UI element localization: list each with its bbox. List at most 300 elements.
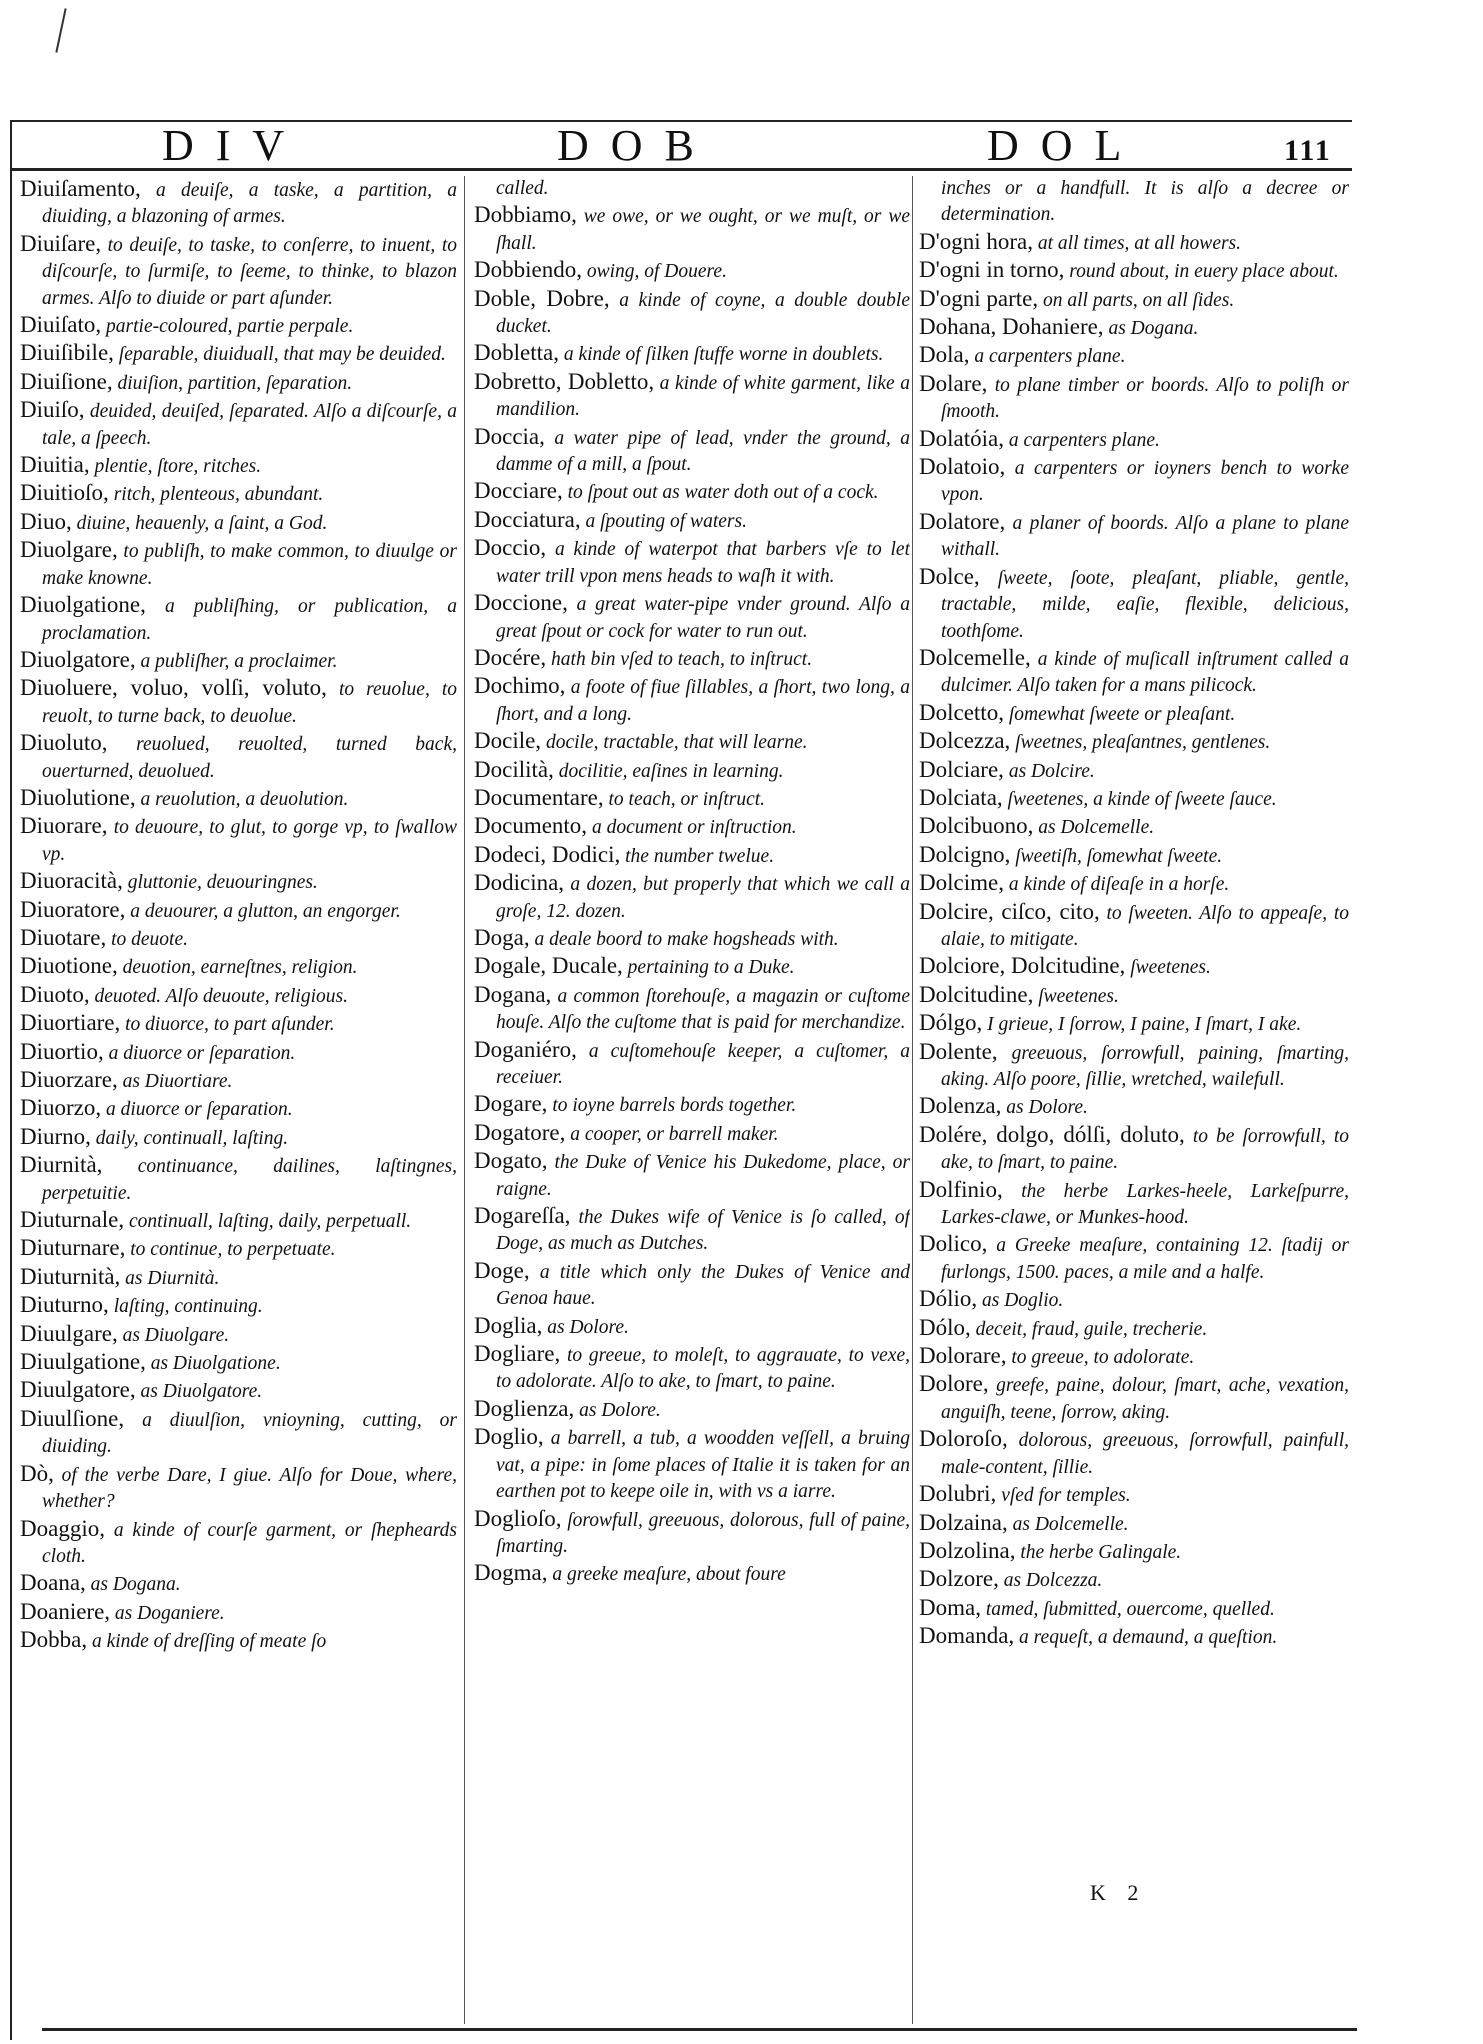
entry-definition: at all times, at all howers. [1033, 232, 1242, 254]
entry-headword: Diuolgatore, [20, 646, 136, 672]
entry-definition: diuiſion, partition, ſeparation. [112, 372, 353, 394]
entry-headword: Diuiſo, [20, 397, 85, 423]
dictionary-entry [20, 647, 457, 675]
dictionary-entry [919, 870, 1349, 898]
dictionary-entry [919, 1231, 1349, 1286]
bottom-rule [42, 2028, 1357, 2031]
entry-definition: gluttonie, deuouringnes. [122, 872, 318, 894]
entry-definition: greefe, paine, dolour, ſmart, ache, vexation, anguiſh, teene, ſorrow, aking. [941, 1375, 1349, 1423]
dictionary-entry [919, 1122, 1349, 1177]
dictionary-entry [919, 1538, 1349, 1566]
dictionary-entry [474, 870, 910, 925]
entry-definition: ſweete, ſoote, pleaſant, pliable, gentle, tractable, milde, eaſie, flexible, delicious, toothſome. [941, 567, 1349, 642]
dictionary-entry [20, 1067, 457, 1095]
entry-definition: ſeparable, diuiduall, that may be deuided. [113, 344, 446, 366]
dictionary-entry [474, 424, 910, 479]
entry-headword: Dolcitudine, [919, 981, 1034, 1007]
dictionary-entry [919, 757, 1349, 785]
entry-headword: Diuulgatione, [20, 1349, 146, 1375]
dictionary-entry [20, 1124, 457, 1152]
dictionary-entry [919, 1093, 1349, 1121]
dictionary-entry [20, 1207, 457, 1235]
entry-headword: D'ogni hora, [919, 228, 1034, 254]
entry-headword: Diuolgatione, [20, 592, 146, 618]
entry-definition: a diuulſion, vnioyning, cutting, or diuiding. [42, 1409, 457, 1458]
dictionary-entry [919, 842, 1349, 870]
entry-definition: vſed for temples. [996, 1485, 1131, 1507]
entry-headword: Diuo, [20, 508, 72, 534]
entry-definition: a planer of boords. Alſo a plane to plane withall. [941, 512, 1349, 561]
entry-definition: ſomewhat ſweete or pleaſant. [1003, 703, 1236, 725]
entry-headword: Dolcetto, [919, 699, 1004, 725]
entry-headword: Dolore, [919, 1371, 989, 1397]
dictionary-entry [474, 202, 910, 257]
dictionary-page [10, 120, 1352, 2040]
entry-definition: to greeue, to moleſt, to aggrauate, to vexe, to adolorate. Alſo to ake, to ſmart, to paine. [496, 1345, 910, 1393]
entry-definition: to deuiſe, to taske, to conſerre, to inuent, to diſcourſe, to ſurmiſe, to ſeeme, to thinke, to blazon armes. Alſo to diuide or part aſunder. [42, 234, 457, 309]
entry-definition: to diuorce, to part aſunder. [120, 1014, 335, 1036]
dictionary-entry [919, 1510, 1349, 1538]
entry-definition: as Diuolgatore. [135, 1381, 263, 1403]
entry-definition: laſting, continuing. [108, 1296, 263, 1318]
entry-headword: Dolzore, [919, 1566, 999, 1592]
entry-definition: as Dolore. [574, 1399, 661, 1421]
entry-headword: Diuturnità, [20, 1263, 121, 1289]
entry-headword: Doganiéro, [474, 1036, 577, 1062]
dictionary-entry [919, 982, 1349, 1010]
entry-headword: Diuiſibile, [20, 340, 114, 366]
entry-headword: Diuorzo, [20, 1095, 102, 1121]
entry-definition: to publiſh, to make common, to diuulge or make knowne. [42, 541, 457, 589]
entry-definition: called. [496, 178, 549, 199]
entry-definition: a document or inſtruction. [587, 817, 797, 839]
dictionary-entry [474, 340, 910, 368]
entry-headword: Diuulſione, [20, 1405, 125, 1431]
entry-definition: as Doglio. [977, 1290, 1064, 1312]
dictionary-entry [919, 899, 1349, 954]
entry-headword: Diuiſamento, [20, 176, 141, 201]
column-divider [464, 176, 465, 2024]
entry-headword: Docciare, [474, 478, 563, 504]
entry-headword: Doglio, [474, 1424, 544, 1450]
dictionary-entry [474, 982, 910, 1037]
entry-headword: Diuolutione, [20, 784, 136, 810]
entry-headword: D'ogni parte, [919, 285, 1039, 311]
dictionary-entry [474, 842, 910, 870]
dictionary-entry [919, 813, 1349, 841]
entry-definition: a kinde of coyne, a double double ducket. [496, 289, 910, 338]
entry-definition: as Dogana. [85, 1574, 181, 1596]
column-divider [912, 176, 913, 2024]
entry-definition: the herbe Larkes-heele, Larkeſpurre, Larkes-clawe, or Munkes-hood. [941, 1180, 1349, 1229]
dictionary-entry [919, 700, 1349, 728]
entry-definition: to deuoure, to glut, to gorge vp, to ſwallow vp. [42, 817, 457, 865]
dictionary-entry [919, 564, 1349, 645]
dictionary-entry [20, 1627, 457, 1655]
entry-headword: Dochimo, [474, 673, 566, 699]
dictionary-entry [474, 1120, 910, 1148]
dictionary-entry [20, 1235, 457, 1263]
dictionary-entry [919, 785, 1349, 813]
entry-definition: to deuote. [106, 928, 188, 950]
entry-headword: Doge, [474, 1257, 530, 1283]
dictionary-entry [919, 1177, 1349, 1232]
dictionary-entry [919, 371, 1349, 426]
dictionary-entry [919, 1595, 1349, 1623]
dictionary-entry [20, 1321, 457, 1349]
dictionary-entry [20, 480, 457, 508]
entry-headword: Doga, [474, 924, 530, 950]
entry-definition: continuance, dailines, laſtingnes, perpetuitie. [42, 1156, 457, 1204]
entry-headword: Diuoluere, voluo, volſi, voluto, [20, 675, 327, 701]
dictionary-entry [474, 728, 910, 756]
dictionary-entry [20, 1039, 457, 1067]
entry-definition: as Dolcemelle. [1007, 1513, 1129, 1535]
running-head-center: DOB [557, 121, 716, 170]
dictionary-entry [20, 675, 457, 730]
dictionary-entry [919, 314, 1349, 342]
entry-definition: a cooper, or barrell maker. [565, 1123, 779, 1145]
entry-headword: Doana, [20, 1570, 86, 1596]
dictionary-entry [20, 1406, 457, 1461]
entry-headword: Dolenza, [919, 1093, 1002, 1119]
dictionary-entry [20, 1461, 457, 1516]
dictionary-entry [20, 1570, 457, 1598]
entry-definition: a kinde of courſe garment, or ſhepheards cloth. [42, 1519, 457, 1567]
dictionary-entry [20, 1152, 457, 1207]
entry-definition: a kinde of waterpot that barbers vſe to let water trill vpon mens heads to waſh it with. [496, 539, 910, 587]
dictionary-entry [919, 1286, 1349, 1314]
entry-headword: Dolcibuono, [919, 813, 1034, 839]
entry-definition: inches or a handfull. It is alſo a decree or determination. [941, 178, 1349, 226]
entry-headword: Dogale, Ducale, [474, 953, 623, 979]
entry-definition: tamed, ſubmitted, ouercome, quelled. [980, 1598, 1275, 1620]
entry-definition: deuided, deuiſed, ſeparated. Alſo a diſcourſe, a tale, a ſpeech. [42, 401, 457, 449]
entry-headword: Docile, [474, 728, 542, 754]
entry-definition: diuine, heauenly, a ſaint, a God. [71, 512, 328, 534]
dictionary-entry [919, 176, 1349, 229]
entry-headword: Dolorare, [919, 1343, 1007, 1369]
entry-headword: Diuturnare, [20, 1235, 126, 1261]
entry-headword: Dola, [919, 342, 970, 368]
entry-definition: a reuolution, a deuolution. [135, 788, 349, 810]
entry-definition: a barrell, a tub, a woodden veſſell, a bruing vat, a pipe: in ſome places of Italie it is taken for an earthen pot to keepe oile in, with vs a iarre. [496, 1428, 910, 1503]
entry-headword: Dogliare, [474, 1341, 561, 1367]
entry-definition: as Dolcire. [1003, 760, 1095, 782]
entry-definition: ſweetenes. [1125, 957, 1211, 979]
dictionary-entry [20, 537, 457, 592]
entry-definition: hath bin vſed to teach, to inſtruct. [546, 648, 813, 670]
entry-definition: ſweetiſh, ſomewhat ſweete. [1010, 845, 1223, 867]
entry-definition: as Dolore. [1001, 1097, 1088, 1119]
entry-headword: Dolico, [919, 1231, 988, 1257]
dictionary-entry [20, 312, 457, 340]
dictionary-entry [919, 645, 1349, 700]
entry-definition: ſorowfull, greeuous, dolorous, full of paine, ſmarting. [496, 1509, 910, 1557]
dictionary-entry [20, 1095, 457, 1123]
entry-definition: deuoted. Alſo deuoute, religious. [89, 985, 348, 1007]
entry-headword: Documentare, [474, 784, 604, 810]
dictionary-entry [919, 509, 1349, 564]
entry-definition: deuotion, earneſtnes, religion. [117, 957, 358, 979]
entry-definition: a diuorce or ſeparation. [101, 1099, 293, 1121]
entry-definition: a deuiſe, a taske, a partition, a diuiding, a blazoning of armes. [42, 180, 457, 228]
entry-definition: to ſpout out as water doth out of a cock. [562, 482, 879, 504]
entry-headword: Diuorzare, [20, 1067, 118, 1092]
entry-definition: the number twelue. [620, 845, 775, 867]
dictionary-entry [919, 1481, 1349, 1509]
dictionary-entry [919, 1426, 1349, 1481]
entry-headword: Dolciore, Dolcitudine, [919, 953, 1126, 979]
entry-definition: as Diuolgare. [117, 1324, 230, 1346]
entry-headword: Dogma, [474, 1560, 548, 1586]
entry-headword: Documento, [474, 813, 588, 839]
dictionary-entry [20, 730, 457, 785]
entry-headword: Dobbiendo, [474, 257, 582, 283]
dictionary-entry [474, 1560, 910, 1588]
entry-headword: Doloroſo, [919, 1426, 1008, 1452]
entry-headword: Docciatura, [474, 506, 581, 532]
dictionary-entry [20, 1516, 457, 1571]
entry-definition: as Dolcezza. [998, 1570, 1103, 1592]
entry-headword: Dolcime, [919, 870, 1004, 896]
dictionary-entry [474, 1258, 910, 1313]
dictionary-entry [919, 454, 1349, 509]
dictionary-entry [919, 1010, 1349, 1038]
dictionary-entry [20, 982, 457, 1010]
column-right [919, 176, 1349, 2024]
dictionary-entry [474, 1506, 910, 1561]
dictionary-entry [919, 1343, 1349, 1371]
entry-definition: a dozen, but properly that which we call a groſe, 12. dozen. [496, 874, 910, 922]
entry-definition: as Dogana. [1103, 318, 1199, 340]
dictionary-entry [474, 1037, 910, 1092]
dictionary-entry [20, 785, 457, 813]
dictionary-entry [20, 231, 457, 312]
entry-definition: a great water-pipe vnder ground. Alſo a great ſpout or cock for water to run out. [496, 594, 910, 642]
running-head-left: DIV [162, 121, 307, 170]
entry-headword: Dobretto, Dobletto, [474, 368, 655, 394]
entry-definition: a deale boord to make hogsheads with. [529, 928, 839, 950]
entry-headword: Diuotione, [20, 953, 118, 979]
entry-headword: Docilità, [474, 756, 554, 782]
dictionary-entry [919, 1623, 1349, 1651]
entry-definition: we owe, or we ought, or we muſt, or we ſhall. [496, 206, 910, 254]
entry-definition: continuall, laſting, daily, perpetuall. [124, 1211, 412, 1233]
entry-definition: ritch, plenteous, abundant. [108, 484, 324, 506]
entry-definition: to continue, to perpetuate. [125, 1239, 336, 1261]
entry-definition: a deuourer, a glutton, an engorger. [125, 900, 401, 922]
dictionary-entry [474, 369, 910, 424]
entry-headword: Dolzolina, [919, 1537, 1016, 1563]
entry-headword: Dolcezza, [919, 728, 1011, 754]
dictionary-entry [20, 953, 457, 981]
entry-definition: a requeſt, a demaund, a queſtion. [1014, 1627, 1278, 1649]
entry-definition: a carpenters plane. [1003, 429, 1160, 451]
entry-headword: Dolce, [919, 563, 980, 589]
column-left [20, 176, 457, 2024]
entry-headword: Dolcigno, [919, 841, 1011, 867]
column-middle [474, 176, 910, 2024]
entry-definition: docilitie, eaſines in learning. [553, 760, 784, 782]
entry-definition: to ioyne barrels bords together. [547, 1095, 797, 1117]
entry-definition: a publiſhing, or publication, a proclamation. [42, 596, 457, 644]
entry-headword: Dogana, [474, 981, 552, 1007]
entry-headword: Dolcire, ciſco, cito, [919, 898, 1100, 924]
dictionary-entry [20, 592, 457, 647]
dictionary-entry [919, 1371, 1349, 1426]
entry-headword: Diurno, [20, 1123, 91, 1149]
entry-definition: as Doganiere. [110, 1602, 225, 1624]
header-rule [12, 168, 1352, 171]
entry-headword: Dobletta, [474, 340, 559, 366]
entry-definition: to ſweeten. Alſo to appeaſe, to alaie, to mitigate. [941, 902, 1349, 950]
entry-headword: Dólo, [919, 1314, 971, 1340]
dictionary-entry [474, 1203, 910, 1258]
entry-definition: plentie, ſtore, ritches. [89, 456, 262, 478]
entry-headword: Diuoto, [20, 981, 90, 1007]
entry-definition: the Duke of Venice his Dukedome, place, or raigne. [496, 1152, 910, 1200]
dictionary-entry [20, 868, 457, 896]
dictionary-entry [474, 645, 910, 673]
entry-headword: Diuoratore, [20, 896, 126, 922]
dictionary-entry [20, 340, 457, 368]
entry-headword: Dólio, [919, 1286, 978, 1312]
dictionary-entry [474, 176, 910, 202]
entry-definition: daily, continuall, laſting. [90, 1127, 289, 1149]
dictionary-entry [474, 953, 910, 981]
dictionary-entry [474, 507, 910, 535]
entry-definition: a common ſtorehouſe, a magazin or cuſtome houſe. Alſo the cuſtome that is paid for merchandize. [496, 985, 910, 1034]
entry-definition: deceit, fraud, guile, trecherie. [970, 1318, 1208, 1340]
dictionary-entry [474, 1148, 910, 1203]
dictionary-entry [20, 1349, 457, 1377]
dictionary-entry [474, 1313, 910, 1341]
entry-headword: Diurnità, [20, 1152, 103, 1178]
dictionary-entry [474, 590, 910, 645]
entry-definition: the Dukes wife of Venice is ſo called, of Doge, as much as Dutches. [496, 1207, 910, 1255]
entry-definition: a carpenters plane. [969, 346, 1126, 368]
entry-definition: to greeue, to adolorate. [1006, 1347, 1195, 1369]
entry-definition: a greeke meaſure, about foure [547, 1564, 786, 1586]
dictionary-entry [919, 342, 1349, 370]
entry-definition: of the verbe Dare, I giue. Alſo for Doue, where, whether? [42, 1464, 457, 1513]
entry-definition: a cuſtomehouſe keeper, a cuſtomer, a receiuer. [496, 1040, 910, 1088]
entry-headword: Diuoracità, [20, 868, 123, 894]
dictionary-entry [20, 1264, 457, 1292]
dictionary-entry [474, 1424, 910, 1505]
dictionary-entry [474, 785, 910, 813]
margin-pen-mark [55, 8, 66, 52]
entry-definition: ſweetenes. [1033, 985, 1119, 1007]
dictionary-entry [919, 953, 1349, 981]
entry-definition: as Diurnità. [120, 1267, 220, 1289]
entry-headword: Dogatore, [474, 1119, 566, 1145]
entry-definition: ſweetnes, pleaſantnes, gentlenes. [1010, 732, 1271, 754]
entry-headword: Diuturno, [20, 1292, 109, 1318]
entry-headword: Doccia, [474, 423, 545, 449]
entry-headword: Doble, Dobre, [474, 285, 610, 311]
entry-headword: Doglioſo, [474, 1505, 562, 1531]
dictionary-entry [474, 673, 910, 728]
entry-headword: Dolciata, [919, 784, 1003, 810]
entry-definition: pertaining to a Duke. [622, 957, 795, 979]
dictionary-entry [20, 176, 457, 231]
entry-headword: Doglia, [474, 1312, 543, 1338]
entry-definition: a kinde of ſilken ſtuffe worne in doublets. [558, 344, 884, 366]
entry-definition: reuolued, reuolted, turned back, ouerturned, deuolued. [42, 734, 457, 782]
entry-definition: to plane timber or boords. Alſo to poliſh or ſmooth. [941, 374, 1349, 423]
entry-headword: Docére, [474, 644, 547, 670]
dictionary-entry [474, 257, 910, 285]
entry-headword: Domanda, [919, 1623, 1015, 1649]
entry-headword: Dolatore, [919, 508, 1006, 534]
dictionary-entry [20, 452, 457, 480]
entry-headword: Dodicina, [474, 870, 565, 896]
entry-headword: Diuturnale, [20, 1207, 125, 1233]
dictionary-entry [919, 1315, 1349, 1343]
dictionary-entry [474, 757, 910, 785]
entry-headword: D'ogni in torno, [919, 257, 1065, 283]
entry-headword: Diuiſare, [20, 230, 102, 256]
entry-definition: a diuorce or ſeparation. [103, 1042, 296, 1064]
entry-definition: a carpenters or ioyners bench to worke vpon. [941, 458, 1349, 506]
entry-headword: Dohana, Dohaniere, [919, 314, 1104, 340]
entry-headword: Dólgo, [919, 1010, 983, 1036]
dictionary-entry [20, 397, 457, 452]
dictionary-entry [919, 1039, 1349, 1094]
dictionary-entry [20, 1292, 457, 1320]
entry-definition: a foote of fiue ſillables, a ſhort, two long, a ſhort, and a long. [496, 677, 910, 725]
dictionary-entry [20, 925, 457, 953]
entry-headword: Diuorare, [20, 813, 108, 839]
dictionary-entry [474, 1091, 910, 1119]
dictionary-entry [919, 1566, 1349, 1594]
entry-headword: Dobbiamo, [474, 202, 577, 228]
entry-headword: Diuotare, [20, 924, 107, 950]
entry-headword: Doglienza, [474, 1395, 575, 1421]
dictionary-entry [20, 813, 457, 868]
entry-headword: Diuulgare, [20, 1320, 118, 1346]
entry-definition: to teach, or inſtruct. [603, 788, 766, 810]
entry-headword: Dolzaina, [919, 1509, 1008, 1535]
entry-headword: Diuiſato, [20, 312, 102, 338]
dictionary-entry [474, 1341, 910, 1396]
dictionary-entry [474, 286, 910, 341]
dictionary-entry [20, 369, 457, 397]
dictionary-entry [20, 897, 457, 925]
entry-headword: Doaggio, [20, 1515, 105, 1541]
entry-headword: Dodeci, Dodici, [474, 841, 621, 867]
dictionary-entry [474, 478, 910, 506]
entry-definition: docile, tractable, that will learne. [541, 732, 808, 754]
entry-definition: a kinde of white garment, like a mandilion. [496, 372, 910, 421]
entry-definition: as Diuortiare. [117, 1071, 233, 1092]
dictionary-entry [919, 286, 1349, 314]
dictionary-entry [919, 728, 1349, 756]
dictionary-entry [474, 535, 910, 590]
dictionary-entry [20, 1599, 457, 1627]
entry-headword: Dolcemelle, [919, 644, 1031, 670]
running-head-right: DOL [987, 121, 1144, 170]
entry-definition: a kinde of dreſſing of meate ſo [87, 1631, 327, 1653]
entry-headword: Doaniere, [20, 1598, 111, 1624]
entry-definition: round about, in euery place about. [1064, 261, 1339, 283]
entry-headword: Dolatóia, [919, 425, 1004, 451]
entry-headword: Doccione, [474, 590, 568, 616]
entry-definition: as Dolcemelle. [1033, 817, 1155, 839]
entry-headword: Dolare, [919, 370, 988, 396]
